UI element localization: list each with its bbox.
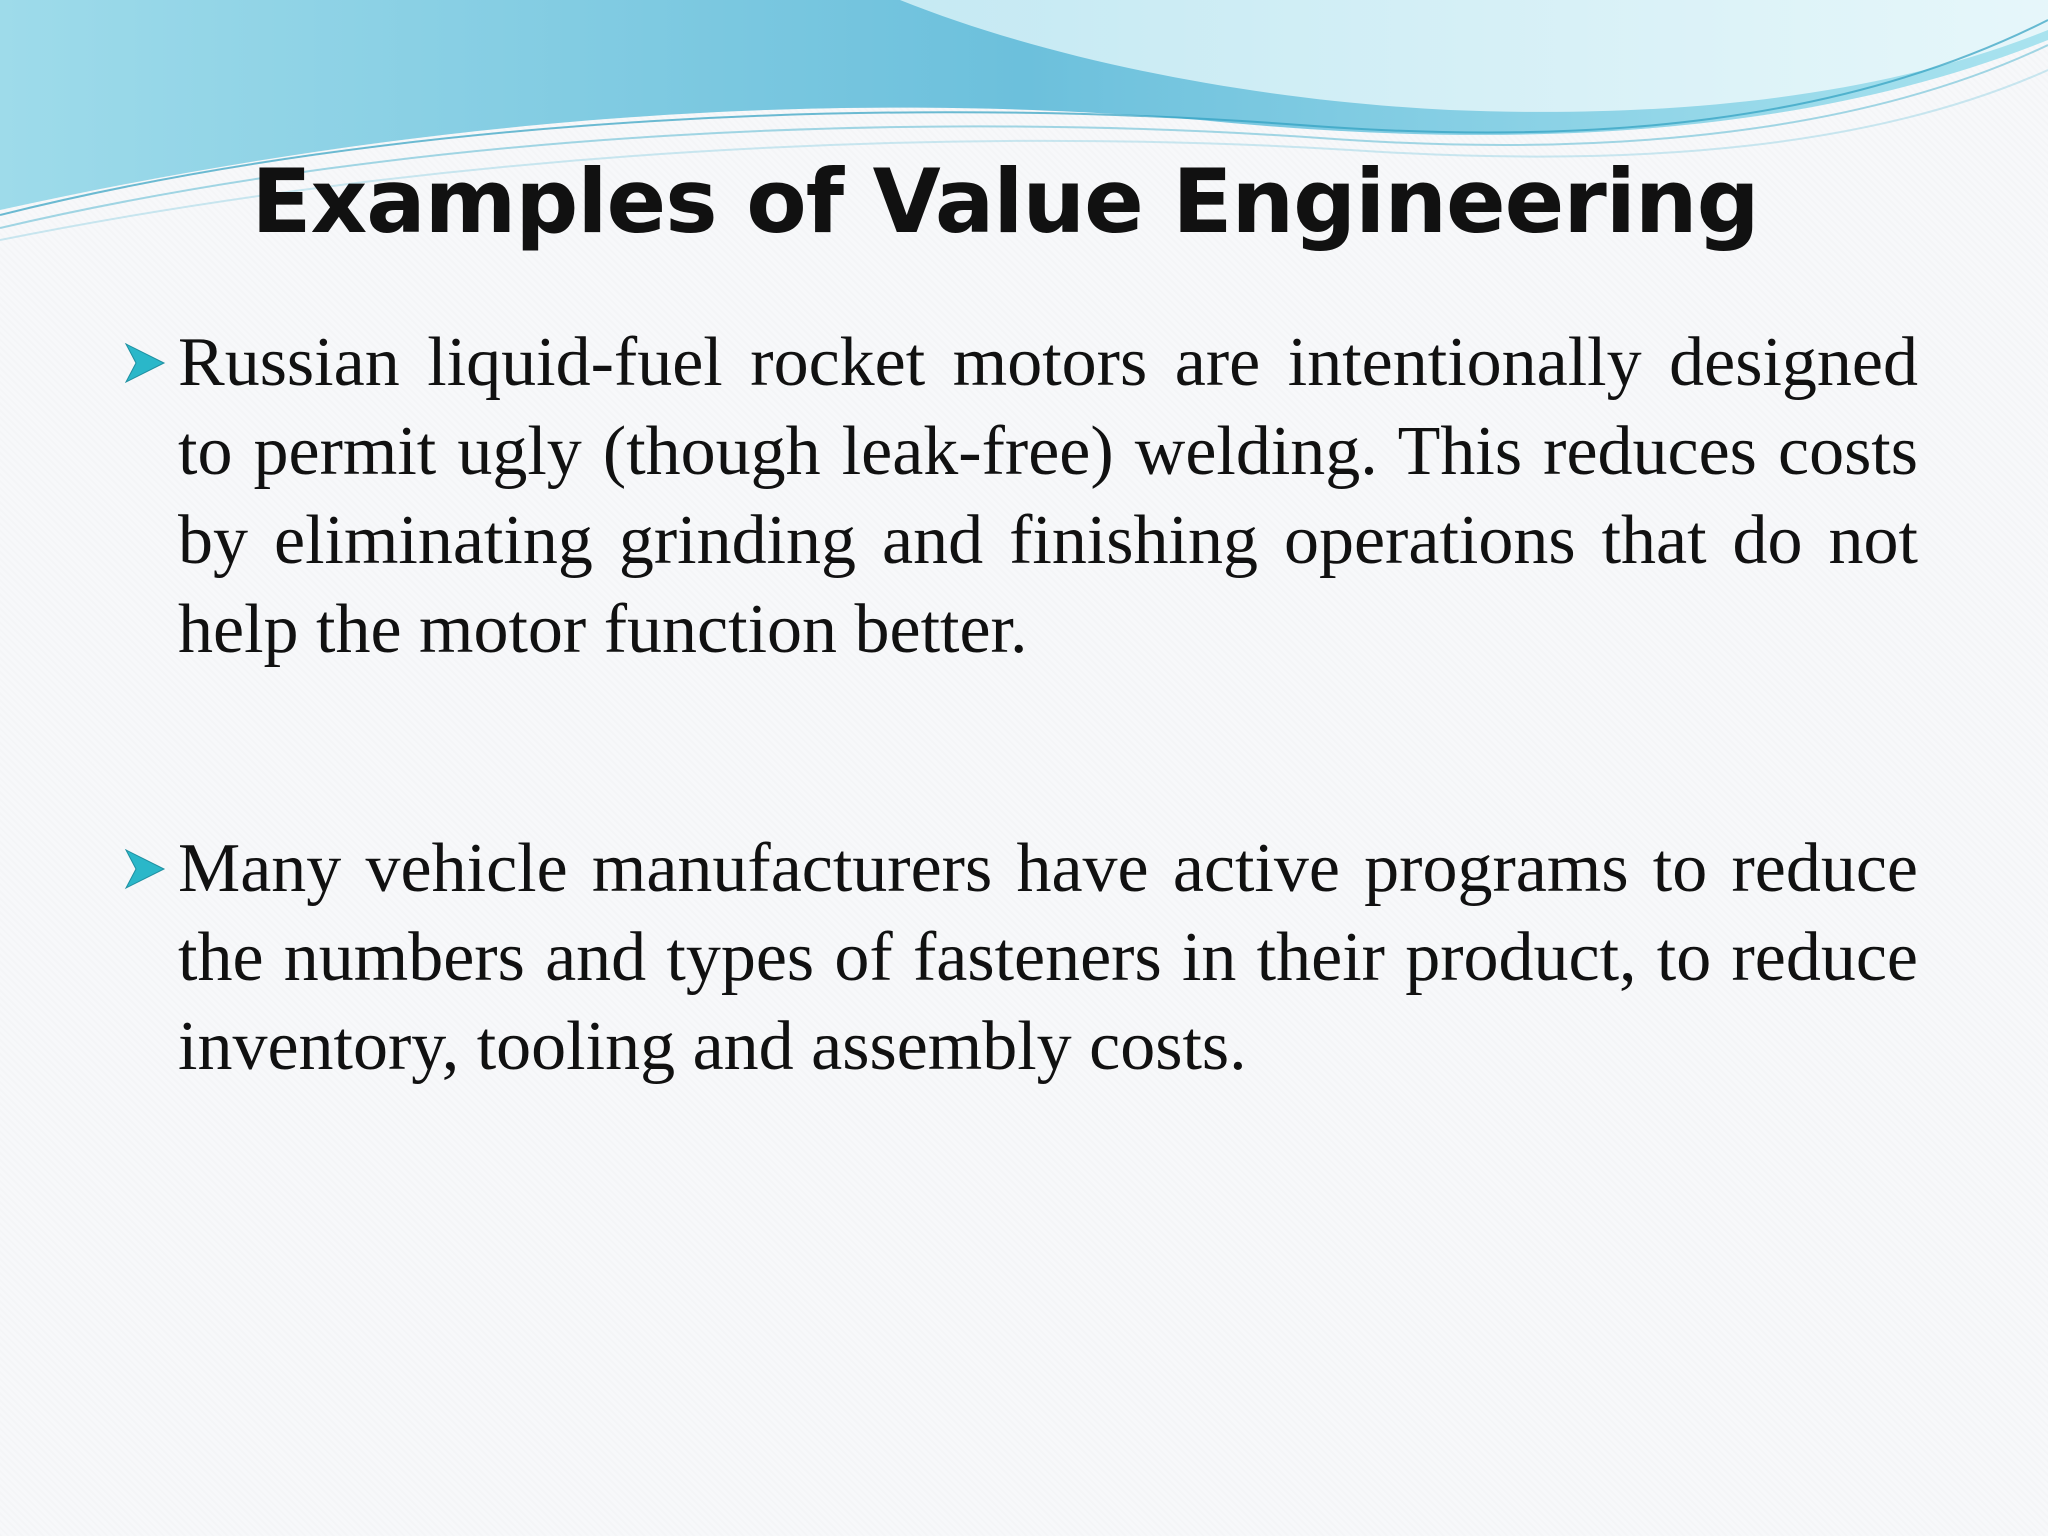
arrow-bullet-icon <box>122 340 168 386</box>
bullet-item <box>120 824 1920 1091</box>
bullet-text: Many vehicle manufacturers have active programs to reduce the numbers and types of fasteners in their product, to reduce inventory, tooling and assembly costs. <box>178 830 1918 1085</box>
bullet-list <box>120 318 1920 1241</box>
bullet-item <box>120 318 1920 674</box>
arrow-bullet-icon <box>122 846 168 892</box>
slide-title: Examples of Value Engineering <box>251 150 1759 253</box>
bullet-text: Russian liquid-fuel rocket motors are intentionally designed to permit ugly (though leak-free) welding. This reduces costs by eliminating grinding and finishing operations that do not help the motor function better. <box>178 324 1918 668</box>
